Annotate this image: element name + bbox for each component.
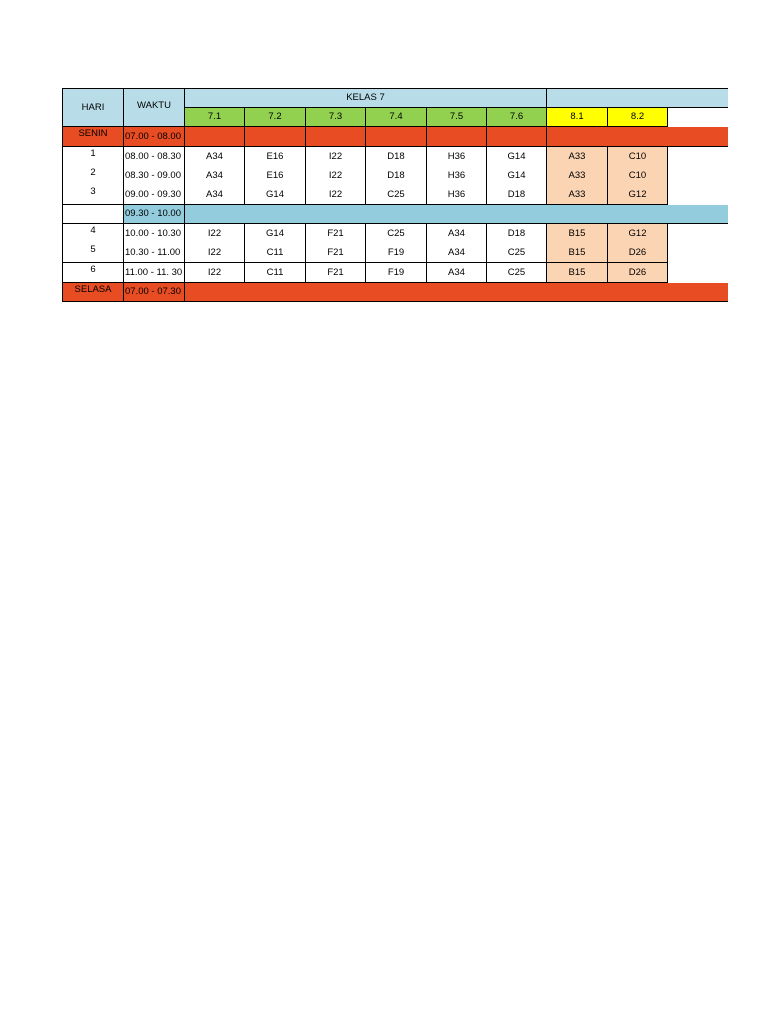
time-senin-start: 07.00 - 08.00 <box>124 127 185 147</box>
schedule-cell: F19 <box>366 263 427 283</box>
schedule-cell-kelas-8: C10 <box>608 147 668 167</box>
header-kelas-7: KELAS 7 <box>185 88 547 108</box>
row-time: 08.30 - 09.00 <box>124 166 185 186</box>
schedule-cell: A34 <box>185 147 245 167</box>
class-header-7-5: 7.5 <box>427 108 487 127</box>
schedule-cell: I22 <box>306 166 366 186</box>
row-number: 4 <box>62 224 124 244</box>
row-number: 3 <box>62 185 124 205</box>
schedule-cell: F19 <box>366 243 427 263</box>
row-time: 10.00 - 10.30 <box>124 224 185 244</box>
break-time: 09.30 - 10.00 <box>124 205 185 224</box>
row-time: 08.00 - 08.30 <box>124 147 185 167</box>
schedule-cell: C11 <box>245 243 306 263</box>
schedule-cell: C25 <box>487 243 547 263</box>
schedule-cell-kelas-8: G12 <box>608 224 668 244</box>
schedule-cell: F21 <box>306 263 366 283</box>
senin-fill-cell <box>366 127 427 147</box>
header-hari: HARI <box>62 88 124 127</box>
time-selasa-start: 07.00 - 07.30 <box>124 283 185 302</box>
row-time: 09.00 - 09.30 <box>124 185 185 205</box>
schedule-cell: E16 <box>245 147 306 167</box>
header-kelas-8 <box>547 88 728 108</box>
day-senin: SENIN <box>62 127 124 147</box>
row-number: 5 <box>62 243 124 263</box>
schedule-cell: G14 <box>487 166 547 186</box>
schedule-cell-kelas-8: D26 <box>608 243 668 263</box>
schedule-cell: H36 <box>427 185 487 205</box>
schedule-cell-kelas-8: B15 <box>547 263 608 283</box>
break-empty-cell <box>62 205 124 224</box>
schedule-cell: A34 <box>427 243 487 263</box>
senin-fill-cell <box>185 127 245 147</box>
schedule-cell: C25 <box>366 224 427 244</box>
schedule-cell: C11 <box>245 263 306 283</box>
schedule-cell: I22 <box>185 263 245 283</box>
class-header-7-1: 7.1 <box>185 108 245 127</box>
schedule-cell: A34 <box>185 166 245 186</box>
class-header-7-3: 7.3 <box>306 108 366 127</box>
schedule-cell: H36 <box>427 147 487 167</box>
schedule-cell: C25 <box>487 263 547 283</box>
schedule-cell: H36 <box>427 166 487 186</box>
schedule-cell: A34 <box>427 224 487 244</box>
row-time: 11.00 - 11. 30 <box>124 263 185 283</box>
senin-fill-cell <box>306 127 366 147</box>
schedule-cell: E16 <box>245 166 306 186</box>
schedule-cell: F21 <box>306 243 366 263</box>
schedule-cell: D18 <box>487 185 547 205</box>
senin-fill-cell <box>487 127 547 147</box>
schedule-cell: G14 <box>245 185 306 205</box>
schedule-cell-kelas-8: B15 <box>547 243 608 263</box>
row-number: 6 <box>62 263 124 283</box>
schedule-cell-kelas-8: A33 <box>547 166 608 186</box>
row-number: 2 <box>62 166 124 186</box>
schedule-cell: I22 <box>185 243 245 263</box>
schedule-cell: G14 <box>245 224 306 244</box>
class-header-8-2: 8.2 <box>608 108 668 127</box>
schedule-cell: D18 <box>366 147 427 167</box>
schedule-cell: G14 <box>487 147 547 167</box>
break-fill <box>185 205 728 224</box>
header-waktu: WAKTU <box>124 88 185 127</box>
schedule-cell: A34 <box>427 263 487 283</box>
selasa-fill <box>185 283 728 302</box>
schedule-cell: D18 <box>487 224 547 244</box>
schedule-cell-kelas-8: A33 <box>547 147 608 167</box>
schedule-cell: F21 <box>306 224 366 244</box>
schedule-cell-kelas-8: C10 <box>608 166 668 186</box>
schedule-cell-kelas-8: A33 <box>547 185 608 205</box>
class-header-7-2: 7.2 <box>245 108 306 127</box>
senin-fill-kelas-8 <box>547 127 728 147</box>
schedule-cell-kelas-8: B15 <box>547 224 608 244</box>
schedule-cell: I22 <box>185 224 245 244</box>
schedule-cell: A34 <box>185 185 245 205</box>
class-header-8-1: 8.1 <box>547 108 608 127</box>
class-header-7-6: 7.6 <box>487 108 547 127</box>
schedule-cell: I22 <box>306 147 366 167</box>
row-number: 1 <box>62 147 124 167</box>
schedule-cell-kelas-8: G12 <box>608 185 668 205</box>
schedule-cell: C25 <box>366 185 427 205</box>
row-time: 10.30 - 11.00 <box>124 243 185 263</box>
schedule-cell: I22 <box>306 185 366 205</box>
senin-fill-cell <box>427 127 487 147</box>
senin-fill-cell <box>245 127 306 147</box>
class-header-7-4: 7.4 <box>366 108 427 127</box>
schedule-table <box>62 88 728 302</box>
day-selasa: SELASA <box>62 283 124 302</box>
schedule-cell-kelas-8: D26 <box>608 263 668 283</box>
schedule-cell: D18 <box>366 166 427 186</box>
